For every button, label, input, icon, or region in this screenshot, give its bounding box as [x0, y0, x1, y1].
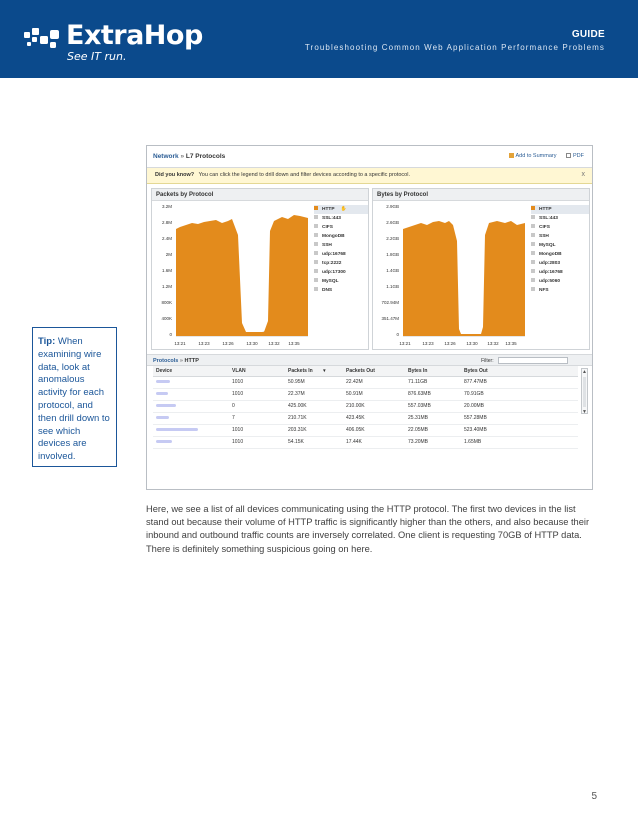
pdf-button[interactable]	[566, 153, 584, 159]
legend-swatch	[314, 224, 318, 228]
packets-http-area	[176, 215, 308, 336]
legend-label: udp:16768	[322, 252, 346, 257]
tip-box	[32, 327, 117, 467]
app-screenshot	[146, 145, 593, 490]
legend-swatch	[531, 287, 535, 291]
pdf-icon	[566, 153, 571, 158]
legend-item-http[interactable]	[531, 205, 589, 214]
brand-tagline: See IT run.	[67, 50, 127, 63]
cell-vlan: 1010	[229, 388, 285, 400]
legend-swatch	[531, 278, 535, 282]
breadcrumb-network-link[interactable]: Network	[153, 153, 179, 160]
legend-item[interactable]	[531, 232, 589, 241]
cell-vlan: 1010	[229, 376, 285, 388]
legend-item[interactable]	[314, 214, 368, 223]
bytes-legend	[531, 205, 589, 295]
x-tick: 13:35	[505, 341, 517, 346]
y-tick: 1.4GB	[386, 268, 399, 273]
legend-label: MySQL	[539, 243, 556, 248]
legend-label: MongoDB	[322, 234, 345, 239]
legend-label: HTTP	[539, 207, 552, 212]
device-name-redacted[interactable]	[153, 388, 229, 400]
legend-swatch	[314, 206, 318, 210]
cell-packets-in: 425.00K	[285, 400, 343, 412]
packets-legend	[314, 205, 368, 295]
y-tick: 2.9GB	[386, 204, 399, 209]
cell-packets-in: 50.95M	[285, 376, 343, 388]
cell-bytes-in: 71.11GB	[405, 376, 461, 388]
cell-bytes-in: 22.05MB	[405, 424, 461, 436]
page-header	[0, 0, 638, 78]
bytes-http-area	[403, 221, 525, 336]
x-tick: 13:30	[246, 341, 258, 346]
col-device[interactable]: Device	[153, 366, 229, 376]
legend-item[interactable]	[531, 268, 589, 277]
cell-packets-out: 406.05K	[343, 424, 405, 436]
y-tick: 2M	[165, 252, 172, 257]
cell-packets-in: 54.15K	[285, 436, 343, 448]
tip-text: When examining wire data, look at anomalous activity for each protocol, and then drill down to see which devices are involved.	[38, 336, 110, 463]
col-packets-out[interactable]: Packets Out	[343, 366, 405, 376]
breadcrumb	[153, 153, 225, 160]
legend-item[interactable]	[531, 223, 589, 232]
cell-packets-in: 22.37M	[285, 388, 343, 400]
device-name-redacted[interactable]	[153, 376, 229, 388]
table-row[interactable]	[153, 436, 578, 448]
device-name-redacted[interactable]	[153, 424, 229, 436]
legend-label: SSH	[539, 234, 549, 239]
legend-label: CIFS	[539, 225, 550, 230]
col-bytes-in[interactable]: Bytes In	[405, 366, 461, 376]
legend-swatch	[531, 224, 535, 228]
device-name-redacted[interactable]	[153, 400, 229, 412]
legend-swatch	[314, 269, 318, 273]
legend-item[interactable]	[531, 286, 589, 295]
x-tick: 13:26	[222, 341, 234, 346]
y-tick: 1.8GB	[386, 252, 399, 257]
legend-swatch	[314, 215, 318, 219]
cell-bytes-out: 877.47MB	[461, 376, 578, 388]
legend-swatch	[314, 233, 318, 237]
y-tick: 2.8M	[161, 220, 172, 225]
cell-bytes-in: 557.03MB	[405, 400, 461, 412]
cell-bytes-out: 523.40MB	[461, 424, 578, 436]
scroll-thumb[interactable]	[583, 377, 586, 407]
device-name-redacted[interactable]	[153, 412, 229, 424]
x-tick: 13:26	[444, 341, 456, 346]
legend-label: DNS	[322, 288, 333, 293]
legend-item[interactable]	[314, 223, 368, 232]
y-tick: 1.6M	[161, 268, 172, 273]
add-to-summary-button[interactable]	[509, 153, 557, 159]
close-banner-icon[interactable]: x	[581, 171, 585, 178]
legend-item[interactable]	[314, 268, 368, 277]
legend-swatch	[314, 251, 318, 255]
legend-label: udp:16768	[539, 270, 563, 275]
cell-bytes-out: 1.65MB	[461, 436, 578, 448]
col-packets-in[interactable]	[285, 366, 343, 376]
device-name-redacted[interactable]	[153, 436, 229, 448]
legend-label: NFS	[539, 288, 549, 293]
legend-swatch	[531, 242, 535, 246]
redacted-device	[156, 416, 169, 419]
legend-item[interactable]	[531, 241, 589, 250]
legend-swatch	[314, 260, 318, 264]
table-row[interactable]	[153, 400, 578, 412]
y-tick: 2.4M	[161, 236, 172, 241]
x-tick: 13:35	[288, 341, 300, 346]
cell-vlan: 0	[229, 400, 285, 412]
packets-chart-title: Packets by Protocol	[152, 189, 368, 201]
body-paragraph: Here, we see a list of all devices communicating using the HTTP protocol. The first two devices in the list stand out because their volume of HTTP traffic is significantly higher than the others, and also because their inbound and outbound traffic counts are inversely correlated. One client is requesting 70GB of HTTP data. There is definitely something suspicious going on here.	[146, 504, 590, 554]
cell-packets-in: 203.31K	[285, 424, 343, 436]
device-table-wrap	[147, 366, 592, 449]
legend-swatch	[531, 233, 535, 237]
breadcrumb-separator: »	[180, 153, 185, 160]
filter-input[interactable]	[498, 357, 568, 364]
pdf-label: PDF	[573, 153, 584, 159]
did-you-know-text	[155, 172, 410, 178]
breadcrumb-separator: »	[179, 358, 183, 364]
doc-title: Troubleshooting Common Web Application Performance Problems	[304, 43, 605, 52]
redacted-device	[156, 392, 168, 395]
legend-item-http[interactable]	[314, 205, 368, 214]
legend-item[interactable]	[314, 232, 368, 241]
filter-label: Filter:	[481, 357, 494, 364]
x-tick: 13:32	[487, 341, 499, 346]
legend-swatch	[531, 206, 535, 210]
legend-swatch	[531, 251, 535, 255]
legend-item[interactable]	[531, 214, 589, 223]
legend-label: udp:5060	[539, 279, 561, 284]
col-vlan[interactable]: VLAN	[229, 366, 285, 376]
redacted-device	[156, 404, 176, 407]
screenshot-toolbar	[147, 146, 592, 168]
legend-swatch	[314, 287, 318, 291]
cell-packets-in: 210.71K	[285, 412, 343, 424]
legend-swatch	[531, 260, 535, 264]
y-tick: 3.2M	[161, 204, 172, 209]
did-you-know-label: Did you know?	[155, 172, 195, 178]
did-you-know-banner	[147, 168, 592, 184]
cell-bytes-in: 25.31MB	[405, 412, 461, 424]
y-tick: 0	[396, 332, 399, 337]
cell-vlan: 1010	[229, 436, 285, 448]
x-tick: 13:23	[422, 341, 434, 346]
legend-item[interactable]	[314, 241, 368, 250]
table-breadcrumb	[153, 358, 199, 364]
device-table	[153, 366, 578, 449]
x-tick: 13:30	[466, 341, 478, 346]
cell-bytes-out: 557.28MB	[461, 412, 578, 424]
cell-vlan: 1010	[229, 424, 285, 436]
redacted-device	[156, 440, 172, 443]
filter-control	[481, 357, 568, 364]
cell-vlan: 7	[229, 412, 285, 424]
legend-label: SSH	[322, 243, 332, 248]
col-packets-in-label: Packets In	[288, 367, 313, 374]
cell-packets-out: 17.44K	[343, 436, 405, 448]
legend-item[interactable]	[314, 286, 368, 295]
legend-item[interactable]	[531, 259, 589, 268]
y-tick: 0	[169, 332, 172, 337]
x-tick: 13:21	[399, 341, 411, 346]
x-tick: 13:23	[198, 341, 210, 346]
table-scrollbar[interactable]	[581, 368, 588, 414]
legend-item[interactable]	[314, 277, 368, 286]
cell-bytes-in: 73.20MB	[405, 436, 461, 448]
legend-label: tcp:2222	[322, 261, 342, 266]
brand-name: ExtraHop	[66, 20, 203, 51]
tip-label: Tip:	[38, 336, 56, 347]
scroll-down-icon[interactable]: ▼	[582, 409, 587, 415]
redacted-device	[156, 380, 170, 383]
table-header-row	[153, 366, 578, 376]
legend-label: MongoDB	[539, 252, 562, 257]
col-bytes-out[interactable]: Bytes Out	[461, 366, 578, 376]
sort-desc-icon: ▼	[322, 367, 327, 373]
cell-bytes-out: 70.91GB	[461, 388, 578, 400]
legend-item[interactable]	[314, 250, 368, 259]
did-you-know-message: You can click the legend to drill down and filter devices according to a specific protocol.	[198, 172, 410, 178]
y-tick: 1.1GB	[386, 284, 399, 289]
legend-label: udp:17300	[322, 270, 346, 275]
breadcrumb-current: L7 Protocols	[185, 153, 226, 160]
table-row[interactable]	[153, 388, 578, 400]
y-tick: 1.2M	[161, 284, 172, 289]
x-tick: 13:21	[174, 341, 186, 346]
page-number: 5	[591, 791, 597, 802]
y-tick: 2.2GB	[386, 236, 399, 241]
doc-type: GUIDE	[571, 29, 605, 40]
legend-label: HTTP	[322, 207, 335, 212]
chart-panels	[147, 184, 592, 354]
y-tick: 800K	[161, 300, 172, 305]
header-doc-info	[305, 29, 605, 52]
cell-packets-out: 210.00K	[343, 400, 405, 412]
legend-swatch	[314, 278, 318, 282]
toolbar-actions	[501, 153, 585, 159]
add-summary-icon	[509, 153, 514, 158]
y-tick: 351.47M	[381, 316, 399, 321]
legend-label: SSL:443	[539, 216, 558, 221]
legend-label: MySQL	[322, 279, 339, 284]
legend-item[interactable]	[531, 277, 589, 286]
x-tick: 13:32	[268, 341, 280, 346]
cell-packets-out: 22.42M	[343, 376, 405, 388]
add-summary-label: Add to Summary	[515, 153, 557, 159]
scroll-up-icon[interactable]: ▲	[582, 369, 587, 375]
legend-swatch	[314, 242, 318, 246]
cell-packets-out: 423.45K	[343, 412, 405, 424]
table-toolbar	[147, 354, 592, 366]
legend-label: CIFS	[322, 225, 333, 230]
y-tick: 702.94M	[381, 300, 399, 305]
breadcrumb-current: HTTP	[184, 358, 199, 364]
table-row[interactable]	[153, 424, 578, 436]
packets-panel	[151, 188, 369, 350]
cursor-hand-icon: ✋	[340, 207, 347, 212]
bytes-panel	[372, 188, 590, 350]
bytes-chart-title: Bytes by Protocol	[373, 189, 589, 201]
table-row[interactable]	[153, 412, 578, 424]
legend-label: udp:2803	[539, 261, 561, 266]
legend-item[interactable]	[531, 250, 589, 259]
redacted-device	[156, 428, 198, 431]
extrahop-logo-icon	[24, 28, 62, 52]
cell-packets-out: 50.91M	[343, 388, 405, 400]
legend-label: SSL:443	[322, 216, 341, 221]
y-tick: 400K	[161, 316, 172, 321]
table-row[interactable]	[153, 376, 578, 388]
legend-swatch	[531, 269, 535, 273]
cell-bytes-out: 20.00MB	[461, 400, 578, 412]
legend-item[interactable]	[314, 259, 368, 268]
legend-swatch	[531, 215, 535, 219]
cell-bytes-in: 876.63MB	[405, 388, 461, 400]
breadcrumb-protocols-link[interactable]: Protocols	[153, 358, 179, 364]
y-tick: 2.6GB	[386, 220, 399, 225]
